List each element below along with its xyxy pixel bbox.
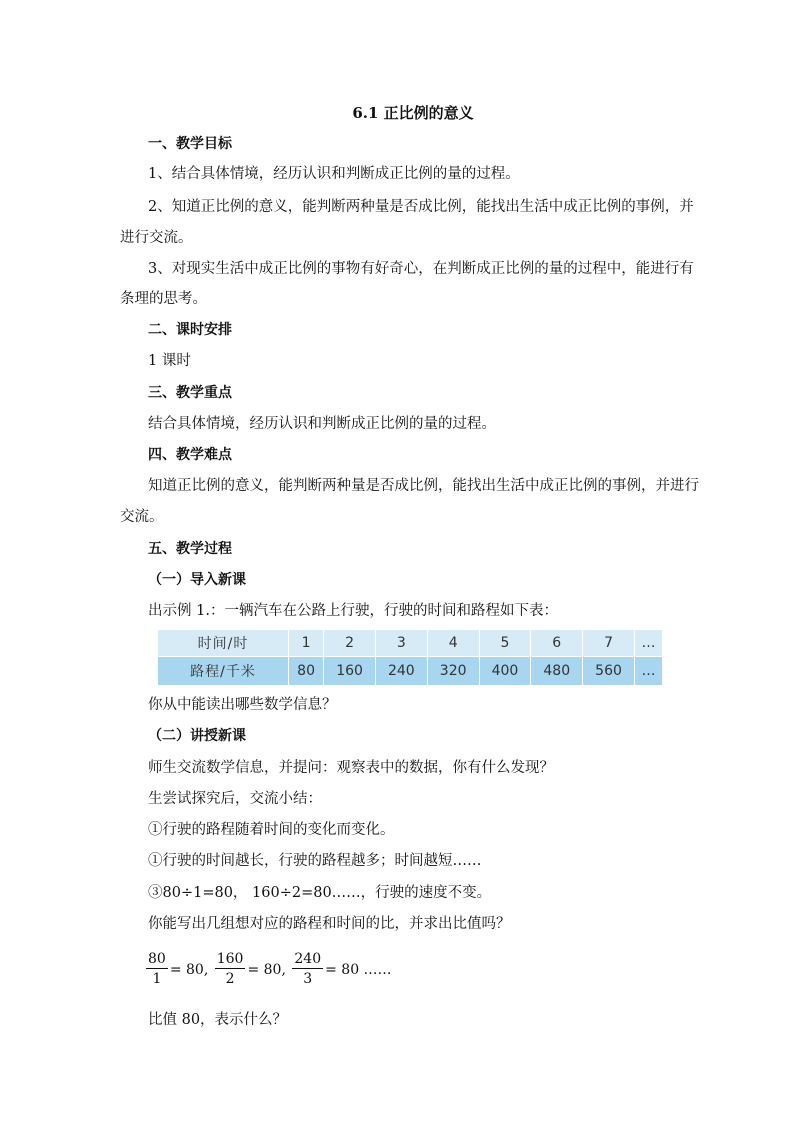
document-title: 6.1 正比例的意义 [352,104,474,122]
difficulties-line1: 知道正比例的意义，能判断两种量是否成比例，能找出生活中成正比例的事例，并进行 [148,478,699,494]
goal-item-2-line2: 进行交流。 [120,230,193,246]
fraction-numerator: 80 [148,951,166,967]
paragraph-2: 生尝试探究后，交流小结： [148,791,322,807]
paragraph-4: ①行驶的时间越长，行驶的路程越多；时间越短…… [148,853,482,869]
table-cell: 6 [531,630,583,657]
difficulties-line2: 交流。 [120,509,164,525]
table-header-distance: 路程/千米 [158,657,289,686]
table-cell: 3 [375,630,427,657]
heading-key-points: 三、教学重点 [148,385,232,401]
paragraph-1: 师生交流数学信息，并提问：观察表中的数据，你有什么发现？ [148,760,554,776]
ratio-formula [146,950,394,994]
fraction-numerator: 160 [216,951,244,967]
fraction-result: = 80, [247,961,286,978]
fraction-result: = 80, [169,961,209,978]
table-cell: 240 [375,657,427,686]
goal-item-1: 1、结合具体情境，经历认识和判断成正比例的量的过程。 [148,166,520,182]
paragraph-5: ③80÷1=80， 160÷2=80……，行驶的速度不变。 [148,885,492,901]
fraction-denominator: 2 [225,971,235,987]
fraction [146,950,168,989]
heading-teaching-goals: 一、教学目标 [148,136,232,152]
heading-difficulties: 四、教学难点 [148,447,232,463]
heading-schedule: 二、课时安排 [148,322,232,338]
table-cell: 1 [289,630,324,657]
table-cell: … [634,657,662,686]
subheading-intro: （一）导入新课 [148,572,246,588]
fraction-result: = 80 …… [325,961,392,978]
table-cell: … [634,630,662,657]
paragraph-3: ①行驶的路程随着时间的变化而变化。 [148,822,395,838]
table-row-distance [158,657,663,686]
table-cell: 7 [583,630,635,657]
heading-process: 五、教学过程 [148,541,232,557]
table-row-time [158,630,663,657]
question-1: 你从中能读出哪些数学信息？ [148,697,337,713]
goal-item-3-line1: 3、对现实生活中成正比例的事物有好奇心，在判断成正比例的量的过程中，能进行有 [148,261,694,277]
subheading-new-lesson: （二）讲授新课 [148,728,246,744]
fraction-denominator: 1 [152,971,162,987]
table-cell: 2 [324,630,376,657]
paragraph-7: 比值 80，表示什么？ [148,1012,288,1028]
fraction [215,950,246,989]
table-cell: 320 [427,657,479,686]
example-text: 出示例 1.：一辆汽车在公路上行驶，行驶的时间和路程如下表： [148,603,558,619]
table-cell: 480 [531,657,583,686]
paragraph-6: 你能写出几组想对应的路程和时间的比，并求出比值吗？ [148,916,511,932]
goal-item-2-line1: 2、知道正比例的意义，能判断两种量是否成比例，能找出生活中成正比例的事例，并 [148,199,694,215]
key-points-text: 结合具体情境，经历认识和判断成正比例的量的过程。 [148,416,496,432]
table-cell: 5 [479,630,531,657]
fraction-numerator: 240 [294,951,322,967]
table-cell: 80 [289,657,324,686]
schedule-text: 1 课时 [148,353,191,369]
fraction [292,950,323,989]
table-cell: 4 [427,630,479,657]
goal-item-3-line2: 条理的思考。 [120,291,207,307]
table-cell: 160 [324,657,376,686]
table-header-time: 时间/时 [158,630,289,657]
table-cell: 400 [479,657,531,686]
table-cell: 560 [583,657,635,686]
time-distance-table [157,629,663,686]
fraction-denominator: 3 [303,971,313,987]
